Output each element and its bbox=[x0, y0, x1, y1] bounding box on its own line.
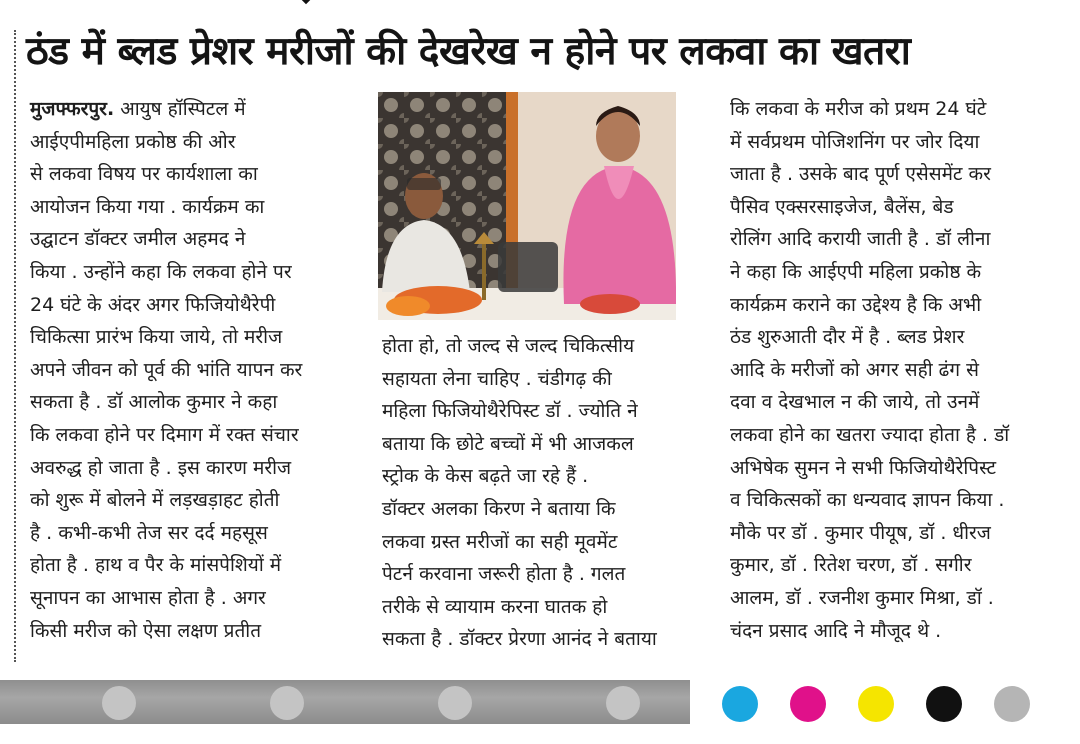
swatch-magenta bbox=[790, 686, 826, 722]
column-line: व चिकित्सकों का धन्यवाद ज्ञापन किया . bbox=[730, 489, 1005, 512]
event-photo bbox=[378, 92, 676, 320]
column-line: महिला फिजियोथैरेपिस्ट डॉ . ज्योति ने bbox=[382, 400, 638, 423]
column-line: अपने जीवन को पूर्व की भांति यापन कर bbox=[30, 358, 303, 381]
swatch-black bbox=[926, 686, 962, 722]
column-line: है . कभी-कभी तेज सर दर्द महसूस bbox=[30, 521, 268, 544]
column-line: दवा व देखभाल न की जाये, तो उनमें bbox=[730, 391, 980, 414]
column-line: चंदन प्रसाद आदि ने मौजूद थे . bbox=[730, 619, 942, 642]
column-line: कि लकवा होने पर दिमाग में रक्त संचार bbox=[30, 423, 299, 446]
column-line: लकवा होने का खतरा ज्यादा होता है . डॉ bbox=[730, 423, 1010, 446]
column-line: पैसिव एक्सरसाइजेज, बैलेंस, बेड bbox=[730, 195, 954, 218]
column-line: किया . उन्होंने कहा कि लकवा होने पर bbox=[30, 260, 292, 283]
column-line: किसी मरीज को ऐसा लक्षण प्रतीत bbox=[30, 619, 262, 642]
column-line: को शुरू में बोलने में लड़खड़ाहट होती bbox=[30, 489, 280, 512]
column-line: आलम, डॉ . रजनीश कुमार मिश्रा, डॉ . bbox=[730, 586, 994, 609]
column-line: चिकित्सा प्रारंभ किया जाये, तो मरीज bbox=[30, 326, 283, 349]
column-line: लकवा ग्रस्त मरीजों का सही मूवमेंट bbox=[382, 530, 618, 553]
column-line: ठंड शुरुआती दौर में है . ब्लड प्रेशर bbox=[730, 326, 965, 349]
column-line bbox=[30, 93, 360, 126]
column-line: रोलिंग आदि करायी जाती है . डॉ लीना bbox=[730, 228, 991, 251]
column-line: अवरुद्ध हो जाता है . इस कारण मरीज bbox=[30, 456, 292, 479]
swatch-cyan bbox=[722, 686, 758, 722]
column-line: होता है . हाथ व पैर के मांसपेशियों में bbox=[30, 554, 282, 577]
dateline: मुजफ्फरपुर. bbox=[30, 98, 115, 120]
column-line: होता हो, तो जल्द से जल्द चिकित्सीय bbox=[382, 335, 635, 357]
column-line: 24 घंटे के अंदर अगर फिजियोथैरेपी bbox=[30, 293, 276, 316]
column-line: सहायता लेना चाहिए . चंडीगढ़ की bbox=[382, 367, 612, 390]
column-line: कुमार, डॉ . रितेश चरण, डॉ . सगीर bbox=[730, 554, 972, 577]
column-line: सूनापन का आभास होता है . अगर bbox=[30, 586, 266, 609]
column-line-text: आयुष हॉस्पिटल में bbox=[120, 98, 246, 120]
cropped-top-mark bbox=[286, 0, 326, 10]
swatch-yellow bbox=[858, 686, 894, 722]
column-line: में सर्वप्रथम पोजिशनिंग पर जोर दिया bbox=[730, 130, 980, 153]
column-line: पेटर्न करवाना जरूरी होता है . गलत bbox=[382, 563, 626, 586]
column-line: डॉक्टर अलका किरण ने बताया कि bbox=[382, 497, 616, 520]
column-line: बताया कि छोटे बच्चों में भी आजकल bbox=[382, 432, 634, 455]
column-line: आईएपीमहिला प्रकोष्ठ की ओर bbox=[30, 130, 236, 153]
column-2 bbox=[382, 330, 712, 656]
column-line: आयोजन किया गया . कार्यक्रम का bbox=[30, 195, 265, 218]
column-line: आदि के मरीजों को अगर सही ढंग से bbox=[730, 358, 979, 381]
column-line: सकता है . डॉ आलोक कुमार ने कहा bbox=[30, 391, 278, 414]
registration-dot bbox=[270, 686, 304, 720]
registration-dot bbox=[606, 686, 640, 720]
registration-dot bbox=[438, 686, 472, 720]
column-line: स्ट्रोक के केस बढ़ते जा रहे हैं . bbox=[382, 465, 589, 488]
column-3 bbox=[730, 93, 1070, 647]
column-line: उद्घाटन डॉक्टर जमील अहमद ने bbox=[30, 228, 246, 251]
column-line: जाता है . उसके बाद पूर्ण एसेसमेंट कर bbox=[730, 163, 991, 186]
registration-dot bbox=[102, 686, 136, 720]
column-line: अभिषेक सुमन ने सभी फिजियोथैरेपिस्ट bbox=[730, 456, 997, 479]
column-line: सकता है . डॉक्टर प्रेरणा आनंद ने बताया bbox=[382, 628, 657, 651]
column-line: तरीके से व्यायाम करना घातक हो bbox=[382, 595, 608, 618]
column-rule bbox=[14, 30, 16, 662]
column-line: कार्यक्रम कराने का उद्देश्य है कि अभी bbox=[730, 293, 982, 316]
headline: ठंड में ब्लड प्रेशर मरीजों की देखरेख न होने पर लकवा का खतरा bbox=[26, 29, 911, 74]
column-line: कि लकवा के मरीज को प्रथम 24 घंटे bbox=[730, 98, 987, 120]
column-line: से लकवा विषय पर कार्यशाला का bbox=[30, 163, 258, 186]
swatch-grey bbox=[994, 686, 1030, 722]
column-1 bbox=[30, 93, 360, 647]
column-line: ने कहा कि आईएपी महिला प्रकोष्ठ के bbox=[730, 260, 982, 283]
column-line: मौके पर डॉ . कुमार पीयूष, डॉ . धीरज bbox=[730, 521, 991, 544]
